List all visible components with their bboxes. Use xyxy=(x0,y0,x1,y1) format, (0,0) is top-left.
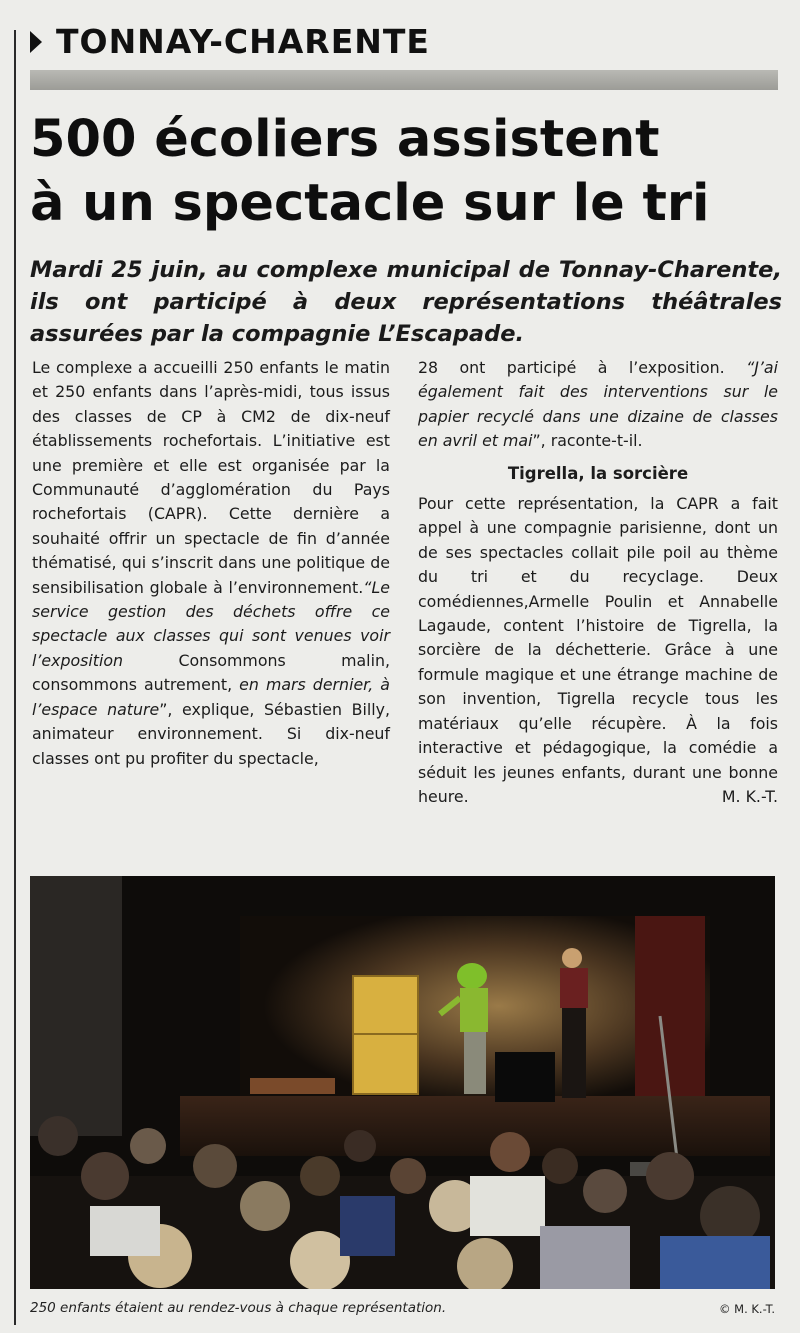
header-rule-bar xyxy=(30,70,778,90)
headline-line-1: 500 écoliers assistent xyxy=(30,110,660,169)
section-name: TONNAY-CHARENTE xyxy=(56,22,430,61)
black-box-prop xyxy=(495,1052,555,1102)
caption-text: 250 enfants étaient au rendez-vous à chaque représentation. xyxy=(30,1300,447,1316)
actress-second xyxy=(560,948,588,1098)
headline xyxy=(30,108,780,236)
author-signature: M. K.-T. xyxy=(721,786,778,806)
article-column-2 xyxy=(418,356,778,809)
paragraph-intro: Le complexe a accueilli 250 enfants le matin et 250 enfants dans l’après-midi, tous issus des classes de CP à CM2 de dix-neuf établissements rochefortais. L’initiative est une première et elle est organisée par la Communauté d’agglomération du Pays rochefortais (CAPR). Cette dernière a souhaité offrir un spectacle de fin d’année thématisé, qui s’inscrit dans une politique de sensibilisation globale à l’environnement. xyxy=(32,358,390,597)
column-1-text xyxy=(32,356,390,771)
lede: Mardi 25 juin, au complexe municipal de Tonnay-Charente, ils ont participé à deux représentations théâtrales assurées par la compagnie L’Escapade. xyxy=(30,257,782,347)
article-column-1 xyxy=(32,356,390,771)
vertical-rule xyxy=(14,30,16,1325)
quote-attribution: ”, raconte-t-il. xyxy=(532,431,643,451)
triangle-bullet-icon xyxy=(30,31,42,53)
quote-part-1: “Le service gestion des déchets offre ce spectacle aux classes qui sont venues voir l’exposition xyxy=(32,577,390,670)
exhibition-name: Consommons malin, consommons autrement, xyxy=(32,650,390,695)
stage-curtain xyxy=(635,916,705,1116)
attribution-text: ”, explique, Sébastien Billy, animateur environnement. Si dix-neuf classes ont pu profiter du spectacle, xyxy=(32,699,390,768)
column-2-continuation xyxy=(418,356,778,454)
stage-floor xyxy=(180,1096,770,1156)
subheading: Tigrella, la sorcière xyxy=(507,463,689,483)
section-header xyxy=(30,22,430,61)
column-2-body xyxy=(418,492,778,809)
stage-performance-photo xyxy=(30,876,775,1289)
paragraph-story: Pour cette représentation, la CAPR a fait appel à une compagnie parisienne, dont un de ses spectacles collait pile poil au thème du tri et du recyclage. Deux comédiennes,Armelle Poulin et Annabelle Lagaude, content l’histoire de Tigrella, la sorcière de la déchetterie. Grâce à une formule magique et une étrange machine de son invention, Tigrella recycle tous les matériaux qu’elle récupère. À la fois interactive et pédagogique, la comédie a séduit les jeunes enfants, durant une bonne heure. xyxy=(418,494,778,806)
quote-part-2: en mars dernier, à l’espace nature xyxy=(32,675,390,719)
photo-credit: © M. K.-T. xyxy=(719,1302,775,1316)
photo-caption xyxy=(30,1300,775,1316)
article-photo xyxy=(30,876,775,1289)
headline-line-2: à un spectacle sur le tri xyxy=(30,174,710,233)
continuation-text: 28 ont participé à l’exposition. xyxy=(418,358,747,377)
quote-part-3: “J’ai également fait des interventions sur le papier recyclé dans une dizaine de classes en avril et mai xyxy=(418,358,778,451)
